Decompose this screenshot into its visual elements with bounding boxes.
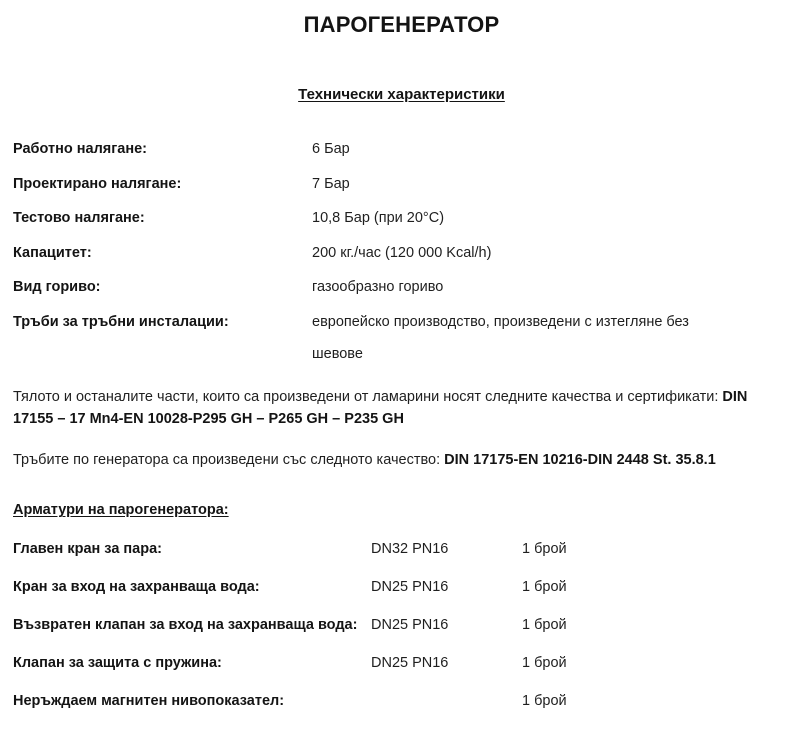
fitting-quantity: 1 брой [522,541,567,558]
tubes-note [13,449,790,471]
spec-value: 10,8 Бар (при 20°С) [312,210,445,227]
fitting-spec: DN25 PN16 [371,655,449,672]
spec-label: Проектирано налягане: [13,175,182,192]
subtitle-container [13,86,790,104]
tubes-note-standards: DIN 17175-EN 10216-DIN 2448 St. 35.8.1 [444,451,716,468]
fittings-body [13,541,567,731]
specifications-table [13,140,790,380]
fitting-name: Възвратен клапан за вход на захранваща вода: [13,617,358,634]
spec-label: Вид гориво: [13,279,101,296]
table-row [13,175,790,210]
document-page [0,8,803,708]
fitting-name: Клапан за защита с пружина: [13,655,222,672]
table-row [13,313,790,380]
materials-note-standards: DIN 17155 – 17 Mn4-EN 10028-P295 GH – P265 GH – P235 GH [13,388,748,428]
table-row [13,655,567,693]
fitting-spec: DN25 PN16 [371,617,449,634]
table-row [13,244,790,279]
fitting-quantity: 1 брой [522,693,567,710]
fitting-name: Кран за вход на захранваща вода: [13,579,260,596]
spec-value: 7 Бар [312,175,350,192]
fitting-spec: DN25 PN16 [371,579,449,596]
specifications-body [13,140,790,380]
table-row [13,209,790,244]
spec-value: 6 Бар [312,141,350,157]
fitting-spec: DN32 PN16 [371,541,449,558]
table-row [13,140,790,175]
spec-label: Работно налягане: [13,141,147,157]
spec-label: Тестово налягане: [13,210,145,227]
table-row [13,541,567,579]
table-row [13,278,790,313]
fitting-quantity: 1 брой [522,579,567,596]
table-row [13,579,567,617]
fitting-spec [371,693,522,731]
spec-label: Тръби за тръбни инсталации: [13,313,229,330]
fitting-quantity: 1 брой [522,617,567,634]
spec-value: 200 кг./час (120 000 Kcal/h) [312,244,492,261]
materials-note-text: Тялото и останалите части, които са произведени от ламарини носят следните качества и сертификати: [13,388,723,405]
fittings-heading-container [13,501,790,519]
spec-value-line2: шевове [312,346,363,363]
fittings-heading: Арматури на парогенератора: [13,502,229,519]
fitting-name: Неръждаем магнитен нивопоказател: [13,693,285,710]
table-row [13,693,567,731]
fitting-name: Главен кран за пара: [13,541,162,558]
fittings-table [13,541,567,731]
document-subtitle: Технически характеристики [298,86,505,103]
spec-label: Капацитет: [13,244,92,261]
document-title: ПАРОГЕНЕРАТОР [303,12,500,37]
tubes-note-text: Тръбите по генератора са произведени със следното качество: [13,451,445,468]
spec-value: газообразно гориво [312,279,444,296]
spec-value-line1: европейско производство, произведени с изтегляне без [312,313,689,330]
spec-value [312,313,790,380]
table-row [13,617,567,655]
fitting-quantity: 1 брой [522,655,567,672]
materials-note [13,386,790,431]
